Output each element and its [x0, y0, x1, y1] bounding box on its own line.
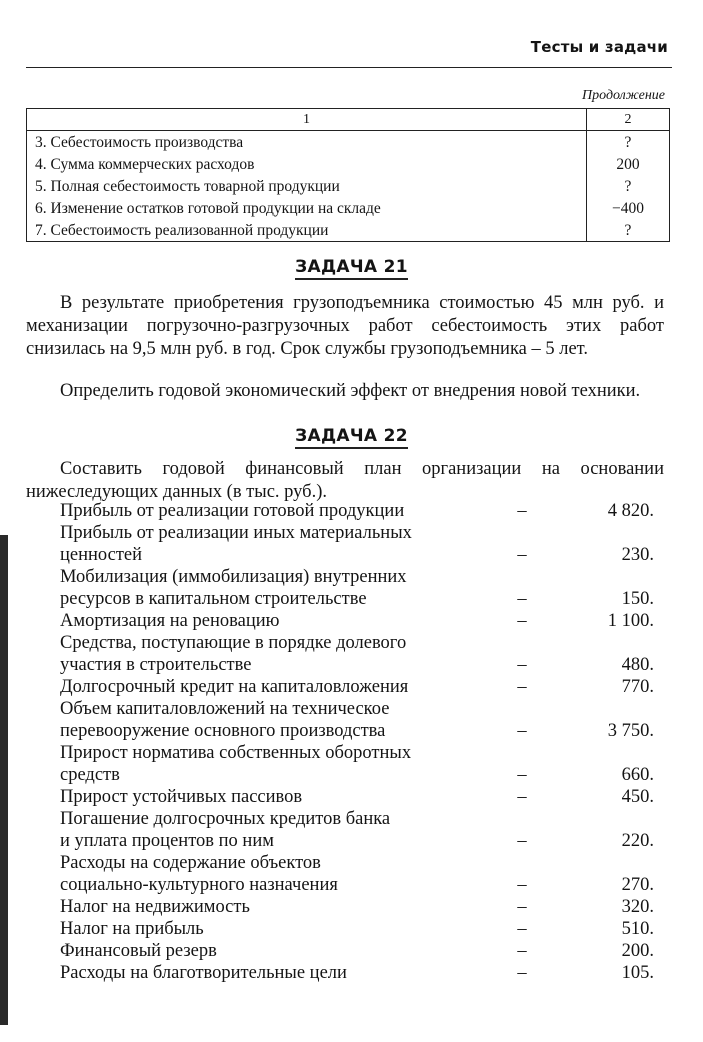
item-value: 770. [621, 677, 654, 697]
item-line: Налог на недвижимость [60, 897, 250, 917]
task22-intro [26, 458, 664, 504]
item-label [60, 742, 500, 786]
list-item [60, 698, 654, 742]
list-item [60, 852, 654, 896]
cost-table [26, 108, 670, 242]
list-item [60, 742, 654, 786]
item-dash: – [517, 677, 527, 697]
item-line: Расходы на благотворительные цели [60, 963, 347, 983]
item-line: ресурсов в капитальном строительстве [60, 589, 367, 609]
item-label [60, 500, 500, 522]
task21-text-1: В результате приобретения грузоподъемника стоимостью 45 млн руб. и механизации погрузочно-разгрузочных работ себестоимость этих работ снизилась на 9,5 млн руб. в год. Срок службы грузоподъемника – 5 лет. [26, 293, 664, 359]
item-label [60, 786, 500, 808]
item-value: 270. [621, 875, 654, 895]
item-label [60, 852, 500, 896]
item-label [60, 610, 500, 632]
item-label [60, 940, 500, 962]
task21-paragraph-2 [26, 380, 664, 403]
item-line: и уплата процентов по ним [60, 831, 274, 851]
scan-edge-shadow [0, 535, 8, 1025]
table-cell-label: 5. Полная себестоимость товарной продукции [27, 175, 587, 197]
item-label [60, 676, 500, 698]
table-row [27, 153, 670, 175]
table-row [27, 131, 670, 154]
table-cell-label: 6. Изменение остатков готовой продукции на складе [27, 197, 587, 219]
item-value: 1 100. [607, 611, 654, 631]
list-item [60, 500, 654, 522]
list-item [60, 566, 654, 610]
item-value: 150. [621, 589, 654, 609]
task21-title: ЗАДАЧА 21 [295, 257, 408, 280]
item-label [60, 566, 500, 610]
item-line: перевооружение основного производства [60, 721, 386, 741]
item-dash: – [517, 897, 527, 917]
item-line: средств [60, 765, 120, 785]
task22-heading [0, 426, 703, 446]
item-value: 105. [621, 963, 654, 983]
item-value: 4 820. [607, 501, 654, 521]
item-value: 510. [621, 919, 654, 939]
item-label [60, 918, 500, 940]
table-header-row [27, 109, 670, 131]
list-item [60, 632, 654, 676]
item-dash: – [517, 963, 527, 983]
running-head: Тесты и задачи [530, 38, 668, 56]
table-cell-value: 200 [587, 153, 670, 175]
table-row [27, 219, 670, 242]
item-dash: – [517, 611, 527, 631]
table-cell-label: 7. Себестоимость реализованной продукции [27, 219, 587, 242]
item-line: социально-культурного назначения [60, 875, 338, 895]
item-value: 480. [621, 655, 654, 675]
item-dash: – [517, 545, 527, 565]
list-item [60, 808, 654, 852]
item-line: Прирост устойчивых пассивов [60, 787, 303, 807]
item-dash: – [517, 919, 527, 939]
table-cell-value: ? [587, 175, 670, 197]
table-cell-label: 4. Сумма коммерческих расходов [27, 153, 587, 175]
item-label [60, 522, 500, 566]
item-dash: – [517, 589, 527, 609]
task21-text-2: Определить годовой экономический эффект от внедрения новой техники. [60, 381, 641, 401]
item-line: Налог на прибыль [60, 919, 204, 939]
list-item [60, 610, 654, 632]
list-item [60, 676, 654, 698]
table-cell-label: 3. Себестоимость производства [27, 131, 587, 154]
task21-heading [0, 257, 703, 277]
list-item [60, 940, 654, 962]
item-value: 660. [621, 765, 654, 785]
item-line: Средства, поступающие в порядке долевого [60, 633, 407, 653]
item-value: 450. [621, 787, 654, 807]
item-line: Амортизация на реновацию [60, 611, 280, 631]
task22-title: ЗАДАЧА 22 [295, 426, 408, 449]
task22-items [60, 500, 654, 984]
item-line: ценностей [60, 545, 143, 565]
table-col-header: 1 [27, 109, 587, 131]
item-dash: – [517, 501, 527, 521]
item-label [60, 698, 500, 742]
list-item [60, 896, 654, 918]
item-dash: – [517, 831, 527, 851]
item-label [60, 632, 500, 676]
item-dash: – [517, 787, 527, 807]
table-col-header: 2 [587, 109, 670, 131]
item-value: 220. [621, 831, 654, 851]
table-cell-value: ? [587, 219, 670, 242]
item-line: Финансовый резерв [60, 941, 217, 961]
item-line: участия в строительстве [60, 655, 252, 675]
task22-intro-text: Составить годовой финансовый план организации на основании нижеследующих данных (в тыс. руб.). [26, 459, 664, 502]
continuation-label: Продолжение [582, 88, 665, 103]
table-cell-value: −400 [587, 197, 670, 219]
item-line: Прибыль от реализации иных материальных [60, 523, 412, 543]
item-label [60, 808, 500, 852]
table-row [27, 197, 670, 219]
list-item [60, 522, 654, 566]
item-line: Погашение долгосрочных кредитов банка [60, 809, 391, 829]
item-value: 200. [621, 941, 654, 961]
header-rule [26, 67, 672, 68]
item-dash: – [517, 765, 527, 785]
item-dash: – [517, 721, 527, 741]
item-line: Долгосрочный кредит на капиталовложения [60, 677, 409, 697]
task21-paragraph-1 [26, 292, 664, 361]
item-dash: – [517, 941, 527, 961]
item-dash: – [517, 875, 527, 895]
item-line: Объем капиталовложений на техническое [60, 699, 390, 719]
table-row [27, 175, 670, 197]
item-line: Расходы на содержание объектов [60, 853, 321, 873]
table-cell-value: ? [587, 131, 670, 154]
item-line: Прирост норматива собственных оборотных [60, 743, 412, 763]
item-label [60, 962, 500, 984]
list-item [60, 786, 654, 808]
list-item [60, 918, 654, 940]
item-dash: – [517, 655, 527, 675]
item-value: 230. [621, 545, 654, 565]
item-line: Мобилизация (иммобилизация) внутренних [60, 567, 407, 587]
list-item [60, 962, 654, 984]
item-value: 3 750. [607, 721, 654, 741]
item-label [60, 896, 500, 918]
item-line: Прибыль от реализации готовой продукции [60, 501, 405, 521]
item-value: 320. [621, 897, 654, 917]
